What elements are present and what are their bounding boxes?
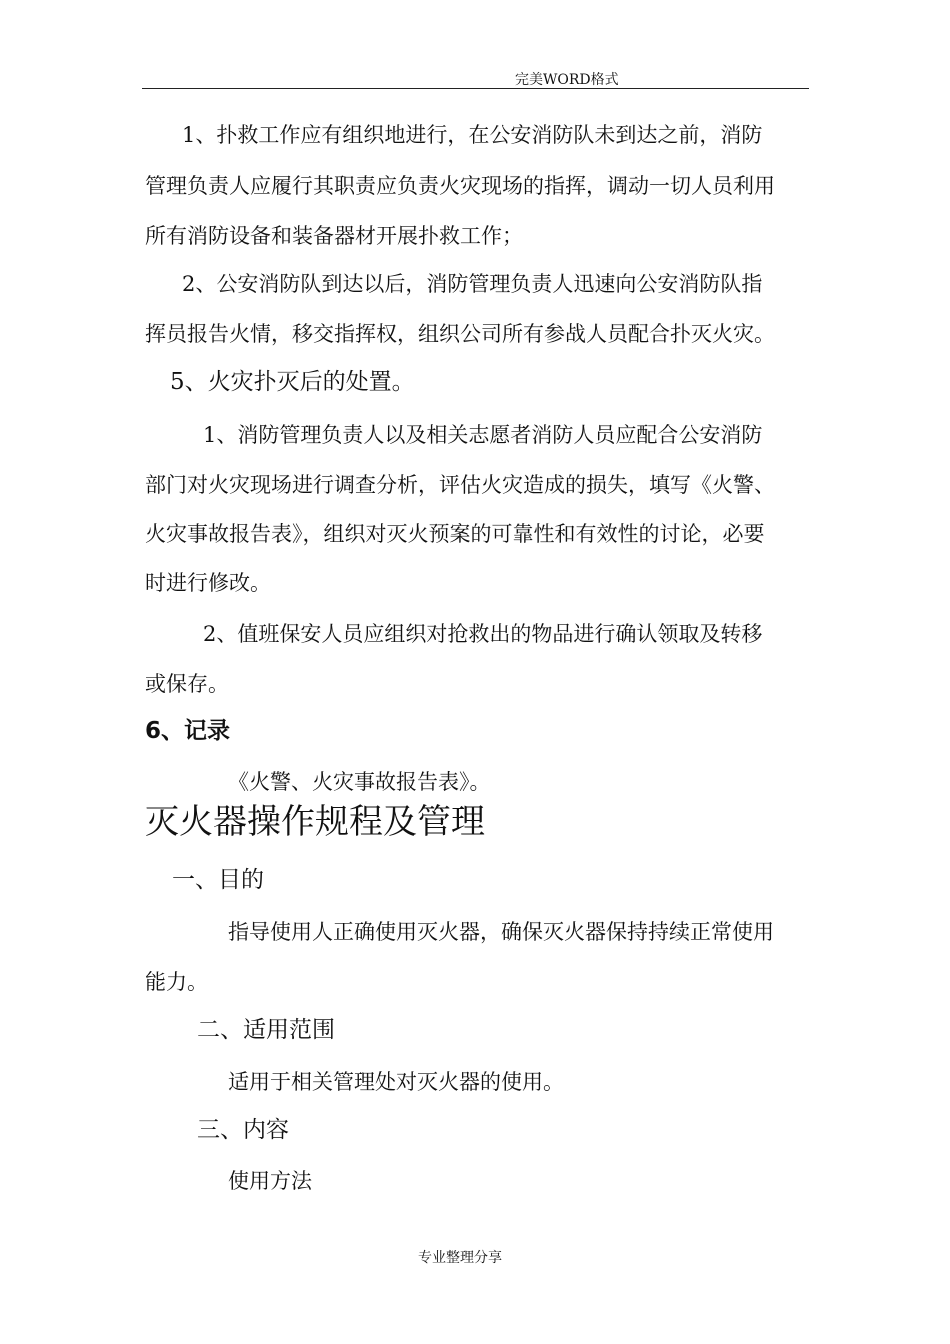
paragraph-line: 管理负责人应履行其职责应负责火灾现场的指挥，调动一切人员利用: [145, 174, 775, 198]
paragraph-line: 能力。: [145, 970, 208, 994]
paragraph-line: 或保存。: [145, 672, 229, 696]
record-line: 《火警、火灾事故报告表》。: [228, 770, 491, 794]
page-footer: 专业整理分享: [418, 1250, 502, 1266]
subheading-purpose: 一、目的: [172, 867, 264, 893]
paragraph-line: 2、值班保安人员应组织对抢救出的物品进行确认领取及转移: [203, 622, 763, 646]
paragraph-line: 火灾事故报告表》，组织对灭火预案的可靠性和有效性的讨论，必要: [145, 522, 765, 546]
paragraph-line: 2、公安消防队到达以后，消防管理负责人迅速向公安消防队指: [182, 272, 763, 296]
paragraph-line: 时进行修改。: [145, 571, 271, 595]
paragraph-line: 所有消防设备和装备器材开展扑救工作；: [145, 224, 523, 248]
paragraph-line: 指导使用人正确使用灭火器，确保灭火器保持持续正常使用: [228, 920, 774, 944]
subheading-content: 三、内容: [197, 1117, 289, 1143]
section-heading: 5、火灾扑灭后的处置。: [170, 369, 415, 395]
subheading-scope: 二、适用范围: [197, 1017, 335, 1043]
paragraph-line: 使用方法: [228, 1169, 312, 1193]
paragraph-line: 1、消防管理负责人以及相关志愿者消防人员应配合公安消防: [203, 423, 763, 447]
paragraph-line: 挥员报告火情，移交指挥权，组织公司所有参战人员配合扑灭火灾。: [145, 322, 775, 346]
paragraph-line: 1、扑救工作应有组织地进行，在公安消防队未到达之前，消防: [182, 123, 763, 147]
document-title: 灭火器操作规程及管理: [145, 802, 485, 842]
header-divider: [142, 88, 809, 89]
page-header: 完美WORD格式: [515, 72, 619, 88]
paragraph-line: 部门对火灾现场进行调查分析，评估火灾造成的损失，填写《火警、: [145, 473, 775, 497]
paragraph-line: 适用于相关管理处对灭火器的使用。: [228, 1070, 564, 1094]
section-heading: 6、记录: [145, 718, 231, 744]
